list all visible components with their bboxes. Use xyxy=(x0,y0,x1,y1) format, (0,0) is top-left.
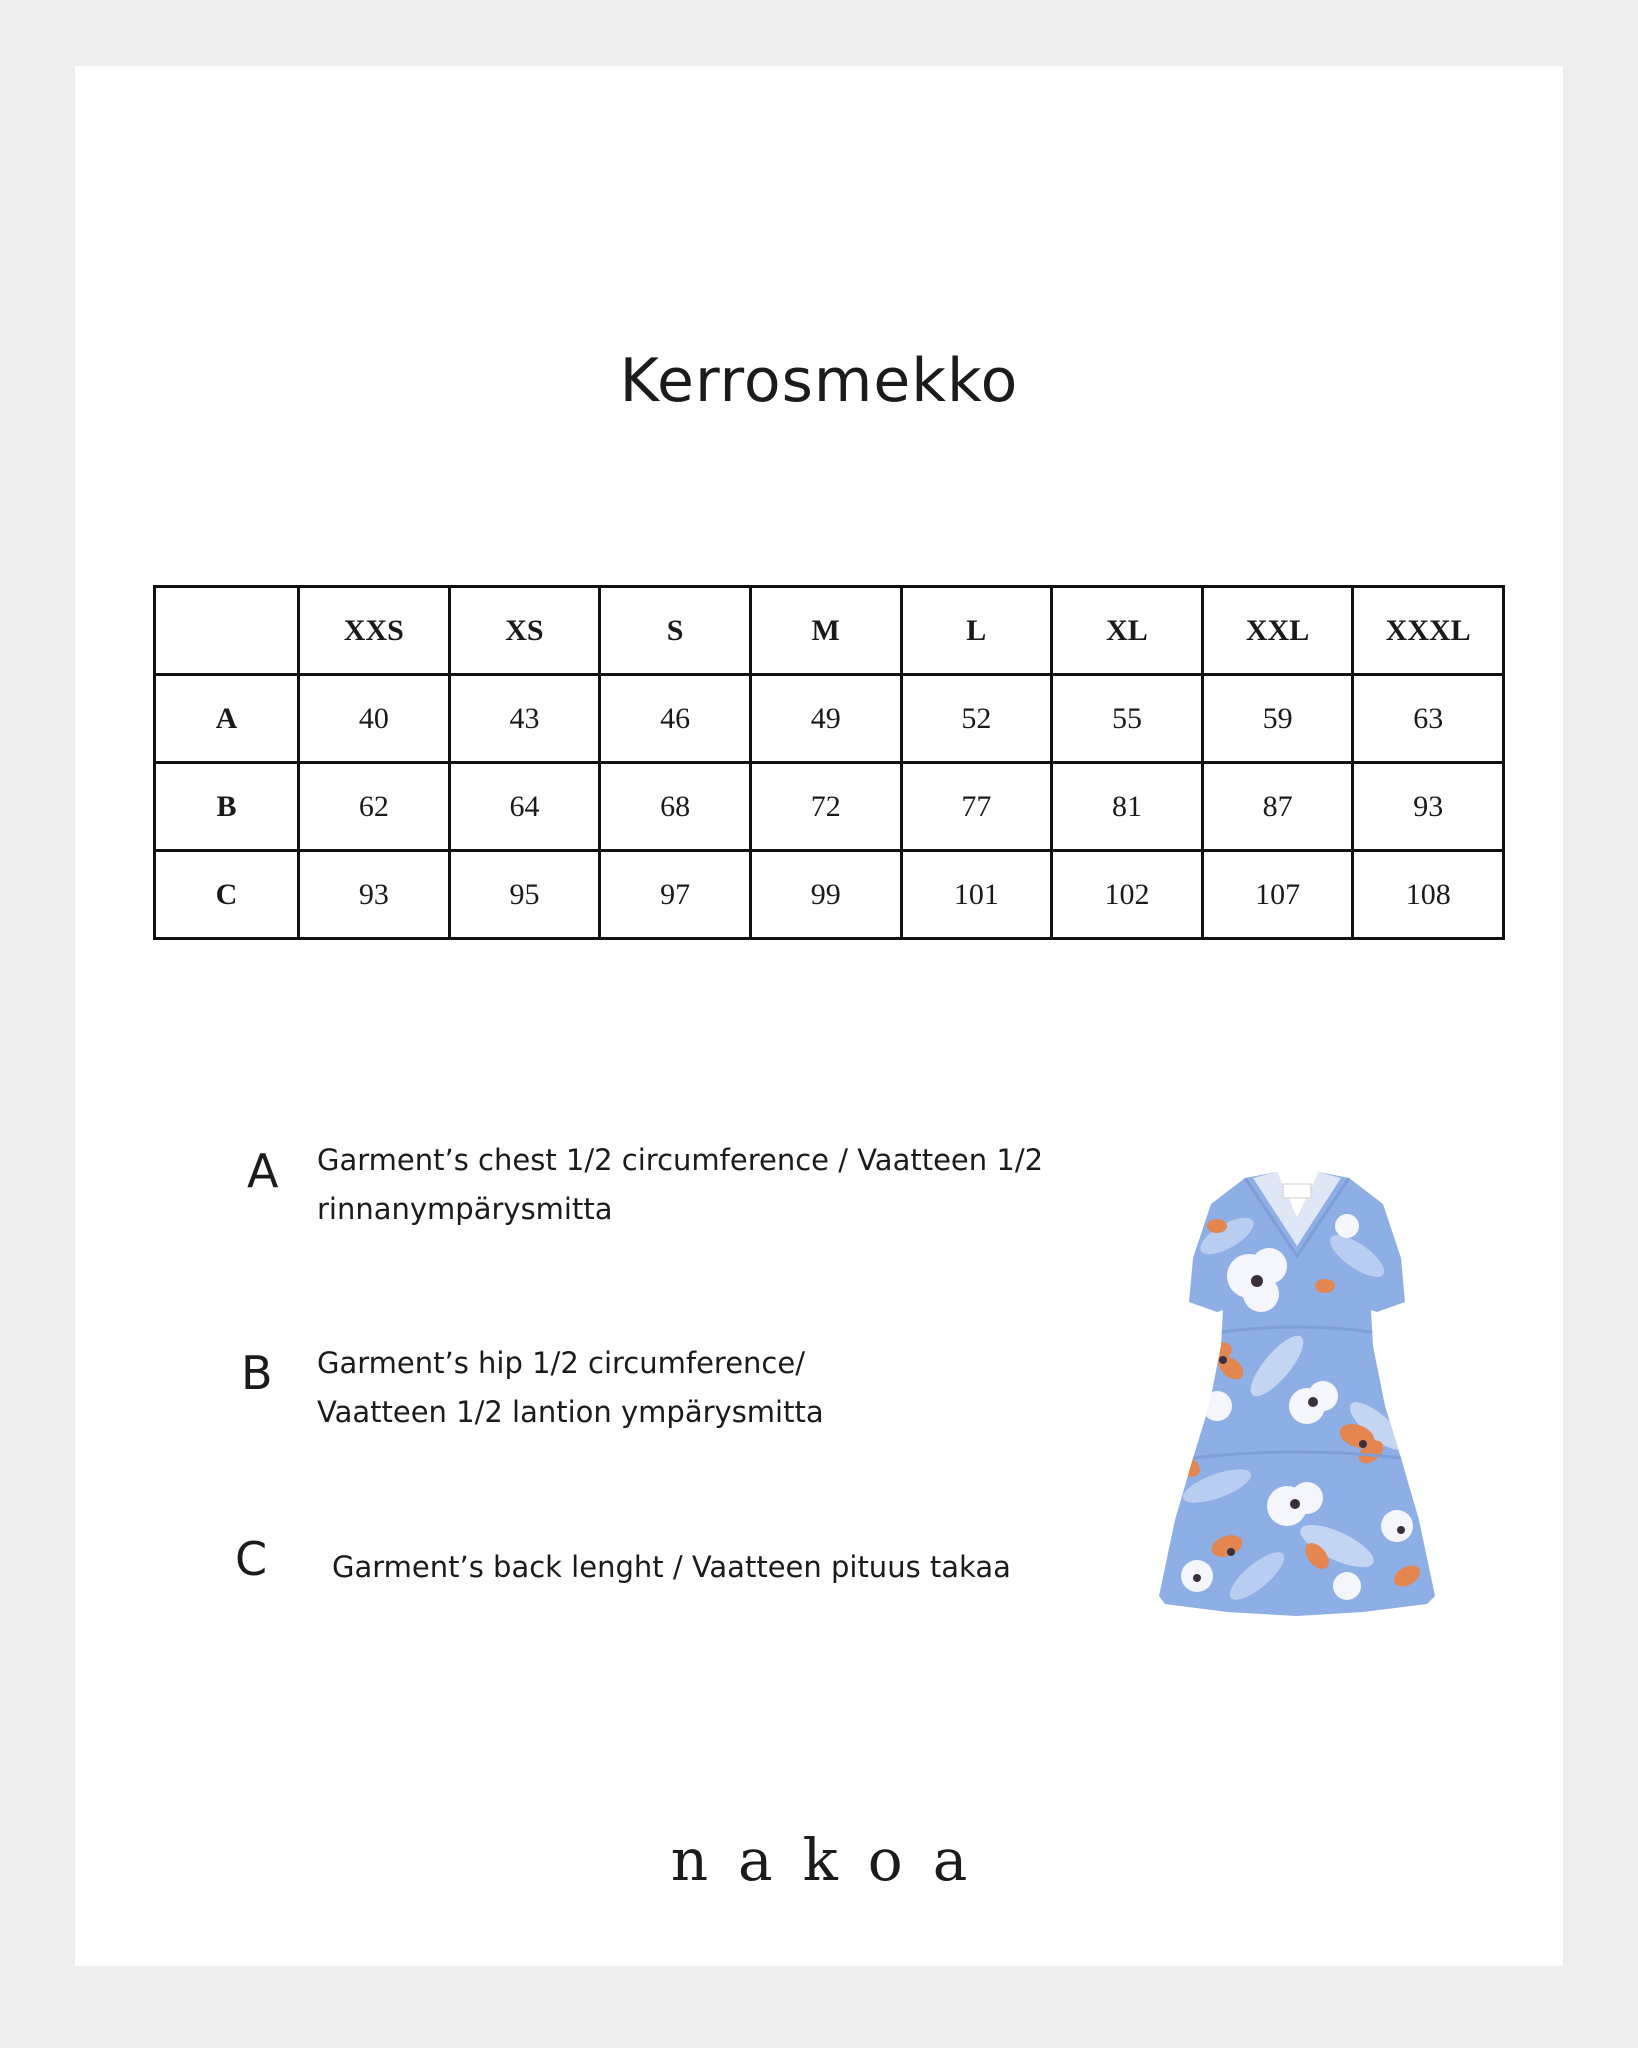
legend-letter-b: B xyxy=(241,1346,273,1400)
legend-letter-c: C xyxy=(235,1532,268,1586)
size-header-xxl: XXL xyxy=(1202,587,1353,675)
size-guide-sheet xyxy=(75,66,1563,1966)
table-cell: 102 xyxy=(1052,851,1203,939)
table-cell: 72 xyxy=(750,763,901,851)
table-cell: 49 xyxy=(750,675,901,763)
table-row-c xyxy=(155,851,1504,939)
page-title: Kerrosmekko xyxy=(619,346,1019,416)
floral-dress-illustration-icon xyxy=(1157,1106,1437,1666)
table-cell: 97 xyxy=(600,851,751,939)
table-cell: 107 xyxy=(1202,851,1353,939)
row-label-b: B xyxy=(155,763,299,851)
size-header-xxxl: XXXL xyxy=(1353,587,1504,675)
table-row-a xyxy=(155,675,1504,763)
table-cell: 93 xyxy=(1353,763,1504,851)
table-cell: 77 xyxy=(901,763,1052,851)
legend-text-a: Garment’s chest 1/2 circumference / Vaatteen 1/2 rinnanympärysmitta xyxy=(317,1143,1044,1226)
table-cell: 87 xyxy=(1202,763,1353,851)
size-table xyxy=(153,585,1505,940)
size-header-xs: XS xyxy=(449,587,600,675)
table-cell: 62 xyxy=(299,763,450,851)
table-cell: 81 xyxy=(1052,763,1203,851)
table-cell: 101 xyxy=(901,851,1052,939)
table-cell: 95 xyxy=(449,851,600,939)
row-label-c: C xyxy=(155,851,299,939)
table-cell: 55 xyxy=(1052,675,1203,763)
product-image xyxy=(1157,1106,1437,1666)
table-cell: 93 xyxy=(299,851,450,939)
table-cell: 63 xyxy=(1353,675,1504,763)
size-header-xxs: XXS xyxy=(299,587,450,675)
table-cell: 59 xyxy=(1202,675,1353,763)
table-cell: 43 xyxy=(449,675,600,763)
table-cell: 40 xyxy=(299,675,450,763)
table-cell: 64 xyxy=(449,763,600,851)
table-row-b xyxy=(155,763,1504,851)
legend-text-b: Garment’s hip 1/2 circumference/ Vaatteen 1/2 lantion ympärysmitta xyxy=(317,1346,824,1429)
brand-logo: nakoa xyxy=(670,1826,998,1894)
row-label-a: A xyxy=(155,675,299,763)
legend-letter-a: A xyxy=(247,1144,279,1198)
table-cell: 108 xyxy=(1353,851,1504,939)
legend-text-c: Garment’s back lenght / Vaatteen pituus takaa xyxy=(332,1550,1011,1584)
table-cell: 68 xyxy=(600,763,751,851)
size-header-m: M xyxy=(750,587,901,675)
table-cell: 52 xyxy=(901,675,1052,763)
table-header-row xyxy=(155,587,1504,675)
table-cell: 46 xyxy=(600,675,751,763)
size-header-l: L xyxy=(901,587,1052,675)
table-corner-cell xyxy=(155,587,299,675)
size-header-xl: XL xyxy=(1052,587,1203,675)
table-cell: 99 xyxy=(750,851,901,939)
size-header-s: S xyxy=(600,587,751,675)
